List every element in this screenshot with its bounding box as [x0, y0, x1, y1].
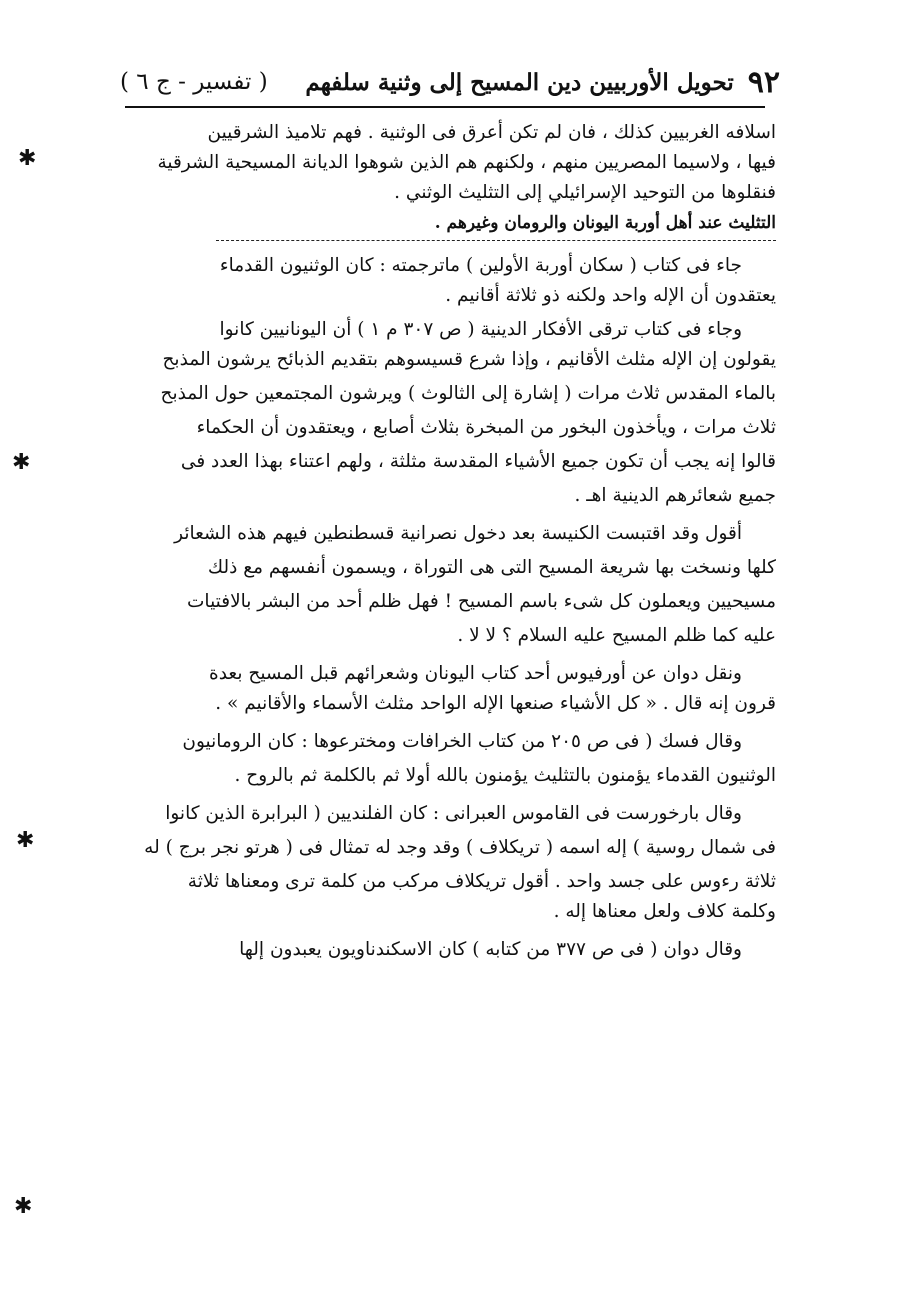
text-line: وكلمة كلاف ولعل معناها إله .: [553, 901, 776, 922]
text-line: وقال دوان ( فى ص ٣٧٧ من كتابه ) كان الاسكندناويون يعبدون إلها: [239, 939, 742, 960]
text-line: عليه كما ظلم المسيح عليه السلام ؟ لا لا .: [457, 625, 776, 646]
header-volume: ( تفسير - ج ٦ ): [120, 69, 268, 95]
text-line: ثلاث مرات ، ويأخذون البخور من المبخرة بثلاث أصابع ، ويعتقدون أن الحكماء: [196, 417, 776, 438]
margin-mark-icon: ✱: [12, 450, 31, 475]
text-line: وقال فسك ( فى ص ٢٠٥ من كتاب الخرافات ومخترعوها : كان الرومانيون: [182, 731, 742, 752]
text-line: كلها ونسخت بها شريعة المسيح التى هى التوراة ، ويسمون أنفسهم مع ذلك: [207, 557, 776, 578]
text-line: أقول وقد اقتبست الكنيسة بعد دخول نصرانية قسطنطين فيهم هذه الشعائر: [174, 523, 742, 544]
text-line: جاء فى كتاب ( سكان أوربة الأولين ) ماترجمته : كان الوثنيون القدماء: [219, 255, 742, 276]
page-body: [112, 118, 776, 965]
text-line: فى شمال روسية ) إله اسمه ( تريكلاف ) وقد وجد له تمثال فى ( هرتو نجر برج ) له: [144, 837, 776, 858]
margin-mark-icon: ✱: [16, 828, 35, 853]
text-line: فنقلوها من التوحيد الإسرائيلي إلى التثليث الوثني .: [394, 182, 776, 203]
text-line: الوثنيون القدماء يؤمنون بالتثليث يؤمنون بالله أولا ثم بالكلمة ثم بالروح .: [234, 765, 776, 786]
text-line: اسلافه الغربيين كذلك ، فان لم تكن أعرق فى الوثنية . فهم تلاميذ الشرقيين: [207, 122, 776, 143]
running-header: [120, 62, 780, 102]
text-line: مسيحيين ويعملون كل شىء باسم المسيح ! فهل ظلم أحد من البشر بالافتيات: [187, 591, 776, 612]
text-line: يقولون إن الإله مثلث الأقانيم ، وإذا شرع قسيسوهم بتقديم الذبائح يرشون المذبح: [162, 349, 776, 370]
text-line: وجاء فى كتاب ترقى الأفكار الدينية ( ص ٣٠٧ م ١ ) أن اليونانيين كانوا: [219, 319, 742, 340]
page-number: ٩٢: [747, 64, 780, 100]
text-line: قالوا إنه يجب أن تكون جميع الأشياء المقدسة مثلثة ، ولهم اعتناء بهذا العدد فى: [180, 451, 776, 472]
text-line: قرون إنه قال . « كل الأشياء صنعها الإله الواحد مثلث الأسماء والأقانيم » .: [215, 693, 776, 714]
text-line: جميع شعائرهم الدينية اهـ .: [574, 485, 776, 506]
section-rule: [216, 240, 776, 241]
text-line: وقال بارخورست فى القاموس العبرانى : كان الفلنديين ( البرابرة الذين كانوا: [165, 803, 742, 824]
text-line: فيها ، ولاسيما المصريين منهم ، ولكنهم هم الذين شوهوا الديانة المسيحية الشرقية: [157, 152, 776, 173]
header-rule: [125, 106, 765, 108]
text-line: ثلاثة رءوس على جسد واحد . أقول تريكلاف مركب من كلمة ترى ومعناها ثلاثة: [187, 871, 776, 892]
header-title: تحويل الأوربيين دين المسيح إلى وثنية سلفهم: [305, 68, 734, 96]
margin-mark-icon: ✱: [18, 146, 37, 171]
section-heading: التثليث عند أهل أوربة اليونان والرومان وغيرهم .: [434, 213, 776, 233]
text-line: يعتقدون أن الإله واحد ولكنه ذو ثلاثة أقانيم .: [445, 285, 776, 306]
text-line: بالماء المقدس ثلاث مرات ( إشارة إلى الثالوث ) ويرشون المجتمعين حول المذبح: [160, 383, 776, 404]
margin-mark-icon: ✱: [14, 1194, 33, 1219]
text-line: ونقل دوان عن أورفيوس أحد كتاب اليونان وشعرائهم قبل المسيح بعدة: [209, 663, 742, 684]
